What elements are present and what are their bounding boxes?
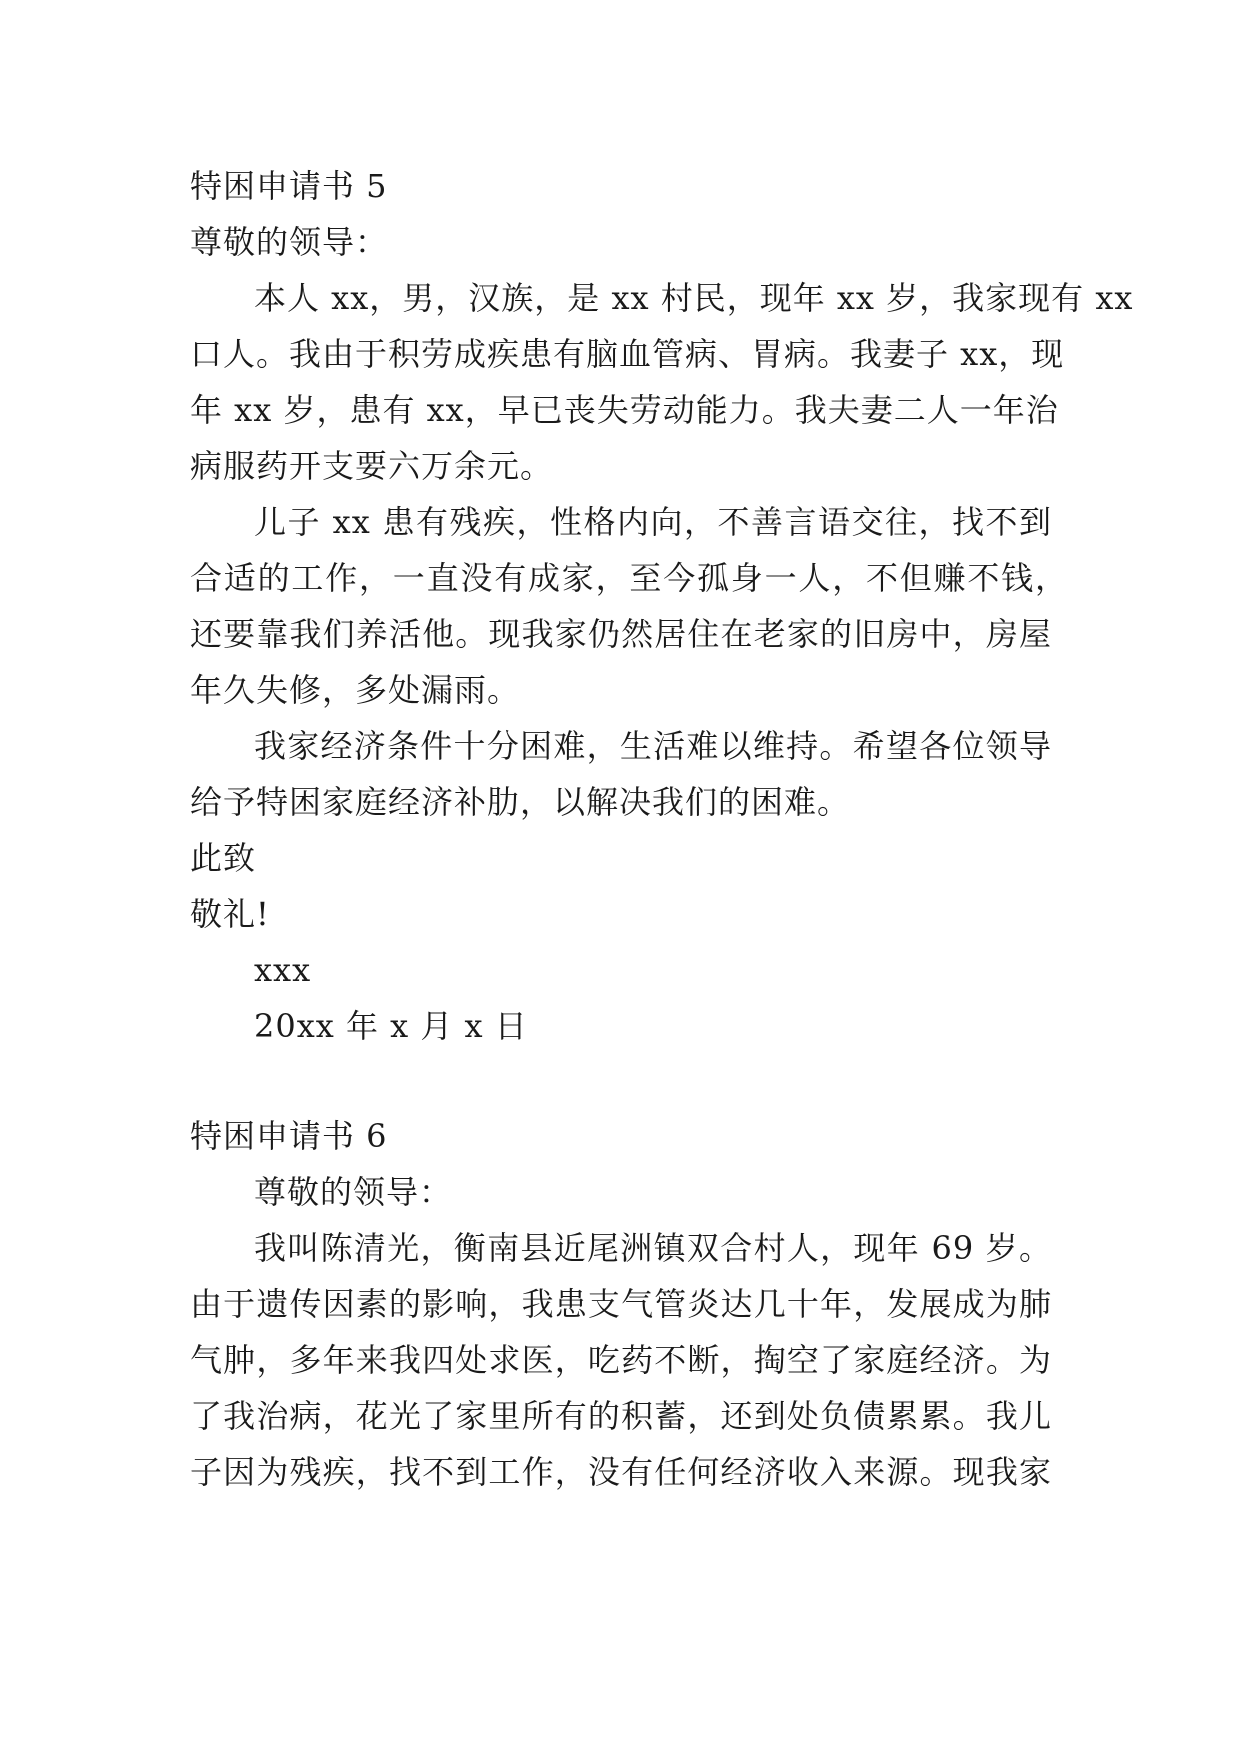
letter5-closing-jingli: 敬礼! <box>190 895 270 933</box>
letter5-para1-line4: 病服药开支要六万余元。 <box>190 447 554 485</box>
letter6-salutation: 尊敬的领导： <box>254 1173 453 1211</box>
letter5-para1-line3: 年 xx 岁，患有 xx，早已丧失劳动能力。我夫妻二人一年治 <box>190 391 1059 429</box>
letter6-para1-line2: 由于遗传因素的影响，我患支气管炎达几十年，发展成为肺 <box>190 1285 1052 1323</box>
letter6-para1-line5: 子因为残疾，找不到工作，没有任何经济收入来源。现我家 <box>190 1453 1052 1491</box>
letter5-para1-line2: 口人。我由于积劳成疾患有脑血管病、胃病。我妻子 xx，现 <box>190 335 1065 373</box>
letter6-para1-line3: 气肿，多年来我四处求医，吃药不断，掏空了家庭经济。为 <box>190 1341 1052 1379</box>
letter5-para2-line4: 年久失修，多处漏雨。 <box>190 671 521 709</box>
letter5-date: 20xx 年 x 月 x 日 <box>254 1007 528 1045</box>
letter5-salutation: 尊敬的领导： <box>190 223 389 261</box>
letter5-signature: xxx <box>254 951 312 989</box>
letter6-para1-line1: 我叫陈清光，衡南县近尾洲镇双合村人，现年 69 岁。 <box>254 1229 1052 1267</box>
letter5-para2-line3: 还要靠我们养活他。现我家仍然居住在老家的旧房中，房屋 <box>190 615 1052 653</box>
letter5-para3-line1: 我家经济条件十分困难，生活难以维持。希望各位领导 <box>254 727 1052 765</box>
letter5-closing-cizhi: 此致 <box>190 839 257 877</box>
letter5-title: 特困申请书 5 <box>190 167 388 205</box>
letter6-title: 特困申请书 6 <box>190 1117 388 1155</box>
letter6-para1-line4: 了我治病，花光了家里所有的积蓄，还到处负债累累。我儿 <box>190 1397 1052 1435</box>
letter5-para3-line2: 给予特困家庭经济补肋，以解决我们的困难。 <box>190 783 851 821</box>
letter5-para2-line1: 儿子 xx 患有残疾，性格内向，不善言语交往，找不到 <box>254 503 1052 541</box>
letter5-para2-line2: 合适的工作，一直没有成家，至今孤身一人，不但赚不钱， <box>190 559 1068 597</box>
letter5-para1-line1: 本人 xx，男，汉族，是 xx 村民，现年 xx 岁，我家现有 xx <box>254 279 1134 317</box>
